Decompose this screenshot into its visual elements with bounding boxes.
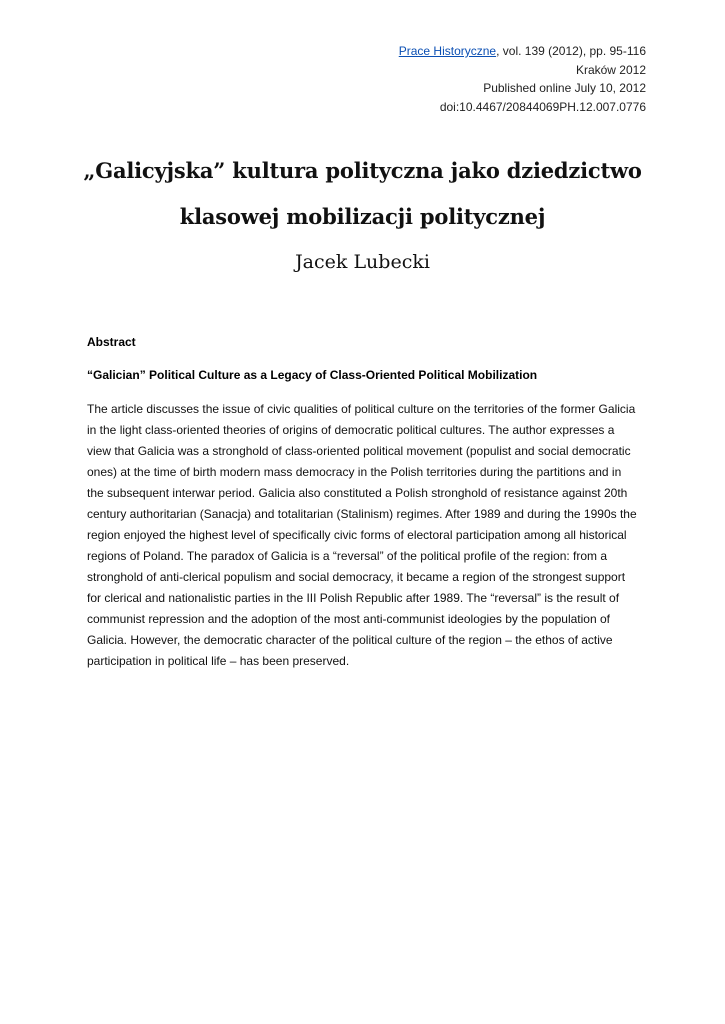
abstract-line: stronghold of anti-clerical populism and social democracy, it became a region of the strongest support (87, 570, 626, 584)
journal-link[interactable]: Prace Historyczne (398, 44, 497, 58)
published-date: Published online July 10, 2012 (483, 81, 646, 95)
abstract-line: in the light class-oriented theories of origins of democratic political cultures. The author expresses a (87, 423, 615, 437)
paper-title (0, 148, 725, 240)
title-line-1: „Galicyjska” kultura polityczna jako dziedzictwo (83, 158, 642, 183)
author-name: Jacek Lubecki (295, 251, 430, 273)
abstract-body (87, 399, 649, 672)
abstract-subtitle: “Galician” Political Culture as a Legacy of Class-Oriented Political Mobilization (87, 368, 538, 382)
abstract-line: communist repression and the adoption of the most anti-communist ideologies by the population of (87, 612, 610, 626)
abstract-heading: Abstract (87, 335, 136, 349)
abstract-line: for clerical and nationalistic parties in the III Polish Republic after 1989. The “reversal” is the result of (87, 591, 620, 605)
abstract-line: century authoritarian (Sanacja) and totalitarian (Stalinism) regimes. After 1989 and during the 1990s the (87, 507, 637, 521)
abstract-line: view that Galicia was a stronghold of class-oriented political movement (populist and social democratic (87, 444, 631, 458)
title-line-2: klasowej mobilizacji politycznej (179, 204, 546, 229)
abstract-line: participation in political life – has been preserved. (87, 654, 350, 668)
journal-volume-pages: , vol. 139 (2012), pp. 95-116 (496, 44, 646, 58)
abstract-line: ones) at the time of birth modern mass democracy in the Polish territories during the partitions and in (87, 465, 622, 479)
abstract-line: region enjoyed the highest level of specifically civic forms of electoral participation among all historical (87, 528, 627, 542)
journal-citation-line (399, 42, 646, 61)
abstract-line: the subsequent interwar period. Galicia also constituted a Polish stronghold of resistance against 20th (87, 486, 628, 500)
doi: doi:10.4467/20844069PH.12.007.0776 (439, 99, 646, 114)
citation-header (399, 42, 646, 116)
abstract-line: Galicia. However, the democratic character of the political culture of the region – the ethos of active (87, 633, 613, 647)
abstract-line: The article discusses the issue of civic qualities of political culture on the territories of the former Galicia (87, 402, 636, 416)
place-year: Kraków 2012 (575, 62, 646, 77)
abstract-line: regions of Poland. The paradox of Galicia is a “reversal” of the political profile of the region: from a (87, 549, 608, 563)
